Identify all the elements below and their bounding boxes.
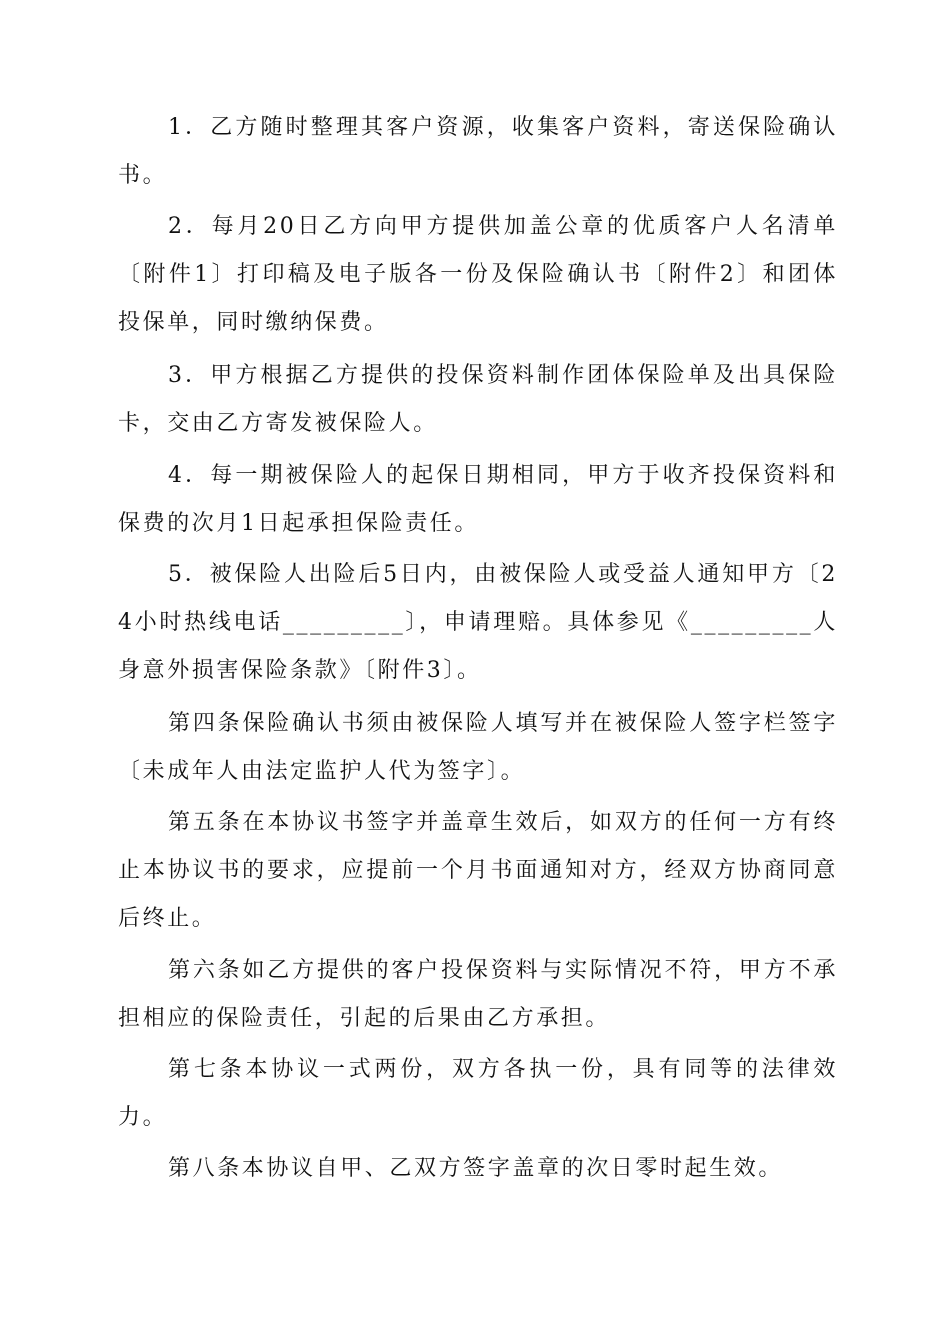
article-6: 第六条如乙方提供的客户投保资料与实际情况不符，甲方不承担相应的保险责任，引起的后果由乙方承担。 <box>118 958 838 1031</box>
clause-3: 3．甲方根据乙方提供的投保资料制作团体保险单及出具保险卡，交由乙方寄发被保险人。 <box>118 363 838 436</box>
article-5: 第五条在本协议书签字并盖章生效后，如双方的任何一方有终止本协议书的要求，应提前一个月书面通知对方，经双方协商同意后终止。 <box>118 810 838 931</box>
article-8: 第八条本协议自甲、乙双方签字盖章的次日零时起生效。 <box>168 1156 784 1181</box>
article-7: 第七条本协议一式两份，双方各执一份，具有同等的法律效力。 <box>118 1057 838 1130</box>
clause-5: 5．被保险人出险后5日内，由被保险人或受益人通知甲方〔24小时热线电话_________〕，申请理赔。具体参见《_________人身意外损害保险条款》〔附件3〕。 <box>118 562 838 683</box>
article-4: 第四条保险确认书须由被保险人填写并在被保险人签字栏签字〔未成年人由法定监护人代为签字〕。 <box>118 711 838 784</box>
clause-1: 1．乙方随时整理其客户资源，收集客户资料，寄送保险确认书。 <box>118 115 838 188</box>
clause-4: 4．每一期被保险人的起保日期相同，甲方于收齐投保资料和保费的次月1日起承担保险责任。 <box>118 463 838 536</box>
clause-2: 2．每月20日乙方向甲方提供加盖公章的优质客户人名清单〔附件1〕打印稿及电子版各一份及保险确认书〔附件2〕和团体投保单，同时缴纳保费。 <box>118 214 838 335</box>
